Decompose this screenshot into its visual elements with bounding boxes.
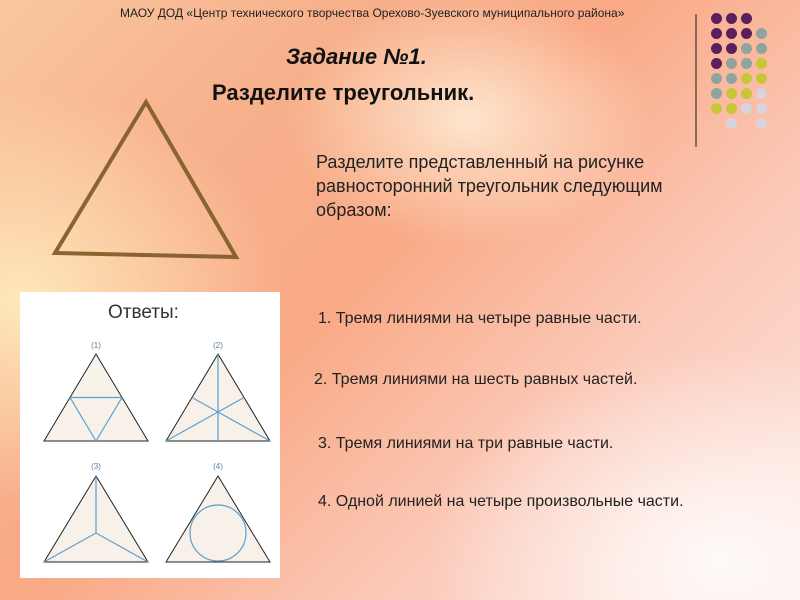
dot (726, 28, 737, 39)
dot (756, 43, 767, 54)
dot (741, 43, 752, 54)
dot (756, 118, 767, 129)
dot (726, 43, 737, 54)
task-item-2: 2. Тремя линиями на шесть равных частей. (314, 371, 638, 388)
dot (726, 58, 737, 69)
answer-label-4: (4) (213, 462, 223, 471)
dot (741, 28, 752, 39)
answer-label-2: (2) (213, 341, 223, 350)
dot (741, 88, 752, 99)
dot (711, 58, 722, 69)
answer-figure-1 (44, 354, 148, 441)
dot (726, 88, 737, 99)
page-title: Разделите треугольник. (212, 80, 475, 105)
dot (741, 73, 752, 84)
dot (741, 13, 752, 24)
dot (741, 58, 752, 69)
answer-label-3: (3) (91, 462, 101, 471)
decorative-dots (708, 10, 772, 130)
dot (711, 13, 722, 24)
dot (726, 118, 737, 129)
answer-figure-2 (166, 354, 270, 441)
task-item-3: 3. Тремя линиями на три равные части. (318, 435, 614, 452)
dot (726, 103, 737, 114)
dot (741, 103, 752, 114)
answer-figure-3 (44, 476, 148, 562)
answer-figure-4 (166, 476, 270, 562)
dot (726, 73, 737, 84)
dot (711, 28, 722, 39)
dot (756, 88, 767, 99)
answers-figures (20, 292, 280, 578)
dot (756, 73, 767, 84)
dot (711, 43, 722, 54)
dot (756, 103, 767, 114)
answers-panel (20, 292, 280, 578)
dot (711, 103, 722, 114)
task-item-4: 4. Одной линией на четыре произвольные части. (318, 493, 684, 510)
dot (756, 58, 767, 69)
triangle-outline (55, 102, 236, 257)
decorative-divider (695, 14, 697, 147)
dot (726, 13, 737, 24)
task-number: Задание №1. (286, 44, 427, 69)
dot (711, 73, 722, 84)
task-item-1: 1. Тремя линиями на четыре равные части. (318, 310, 642, 327)
equilateral-triangle-figure (50, 95, 245, 265)
dot (711, 88, 722, 99)
task-description: Разделите представленный на рисунке равносторонний треугольник следующим образом: (316, 152, 663, 220)
answers-title: Ответы: (108, 302, 179, 323)
organization-header: МАОУ ДОД «Центр технического творчества Орехово-Зуевского муниципального района» (120, 6, 625, 20)
answer-label-1: (1) (91, 341, 101, 350)
dot (756, 28, 767, 39)
